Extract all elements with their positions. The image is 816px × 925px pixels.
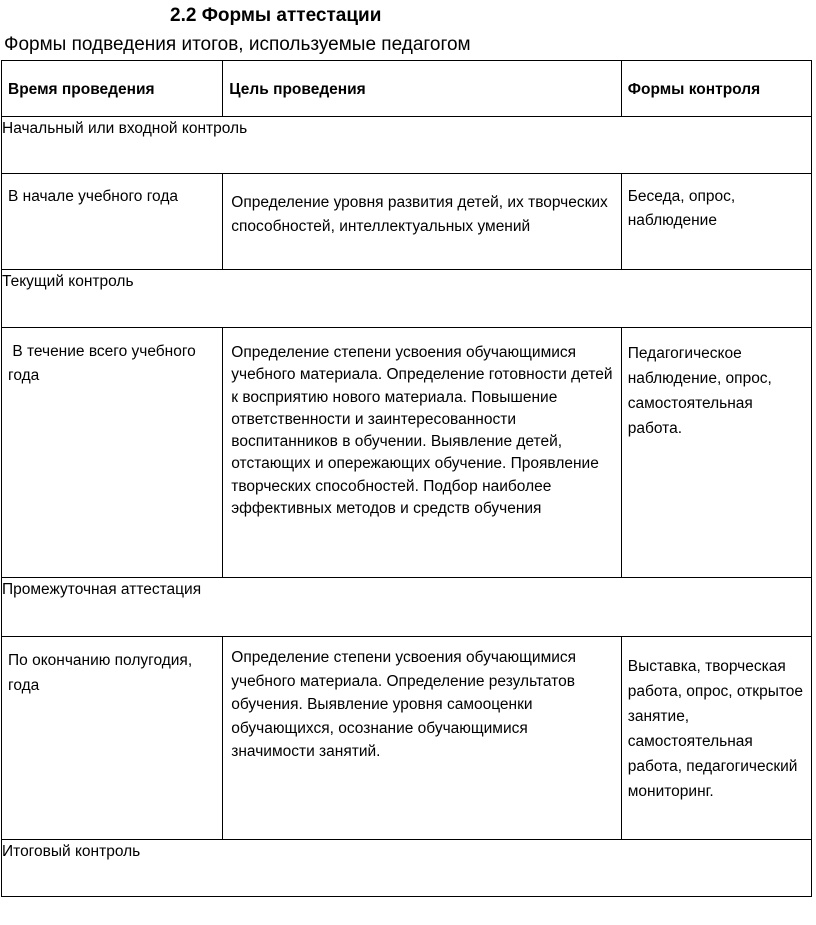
section-title-current: Текущий контроль: [2, 270, 812, 328]
cell-goal-intermediate: [223, 637, 621, 840]
section-row-initial: [2, 117, 812, 174]
section-row-intermediate: [2, 578, 812, 637]
section-title-final: Итоговый контроль: [2, 840, 812, 897]
cell-time-current: [2, 328, 223, 578]
page-subtitle: Формы подведения итогов, используемые педагогом: [4, 34, 471, 55]
cell-forms-initial-text: Беседа, опрос, наблюдение: [627, 188, 736, 229]
header-goal: Цель проведения: [223, 61, 621, 117]
section-row-current: [2, 270, 812, 328]
cell-goal-current: [223, 328, 621, 578]
table-row-intermediate: [2, 637, 812, 840]
cell-time-initial: [2, 174, 223, 270]
cell-goal-intermediate-text: Определение степени усвоения обучающимися учебного материала. Определение результатов обучения. Выявление уровня самооценки обучающихся, осознание обучающимися значимости занятий.: [231, 649, 577, 761]
cell-time-current-text: В течение всего учебного года: [8, 343, 201, 384]
cell-goal-initial-text: Определение уровня развития детей, их творческих способностей, интеллектуальных умений: [231, 194, 608, 235]
header-forms: Формы контроля: [621, 61, 811, 117]
cell-forms-current-text: Педагогическое наблюдение, опрос, самостоятельная работа.: [627, 345, 772, 437]
cell-goal-initial: [223, 174, 621, 270]
cell-forms-current: [621, 328, 811, 578]
section-row-final: [2, 840, 812, 897]
attestation-table: [1, 60, 812, 897]
cell-forms-intermediate: [621, 637, 811, 840]
header-time: Время проведения: [2, 61, 223, 117]
cell-time-initial-text: В начале учебного года: [8, 188, 178, 205]
cell-goal-current-text: Определение степени усвоения обучающимися учебного материала. Определение готовности детей к восприятию нового материала. Повышение ответственности и заинтересованности воспитанников в обучении. Выявление детей, отстающих и опережающих обучение. Проявление творческих способностей. Подбор наиболее эффективных методов и средств обучения: [231, 344, 613, 518]
section-title-initial: Начальный или входной контроль: [2, 117, 812, 174]
cell-forms-initial: [621, 174, 811, 270]
section-title-intermediate: Промежуточная аттестация: [2, 578, 812, 637]
table-row-initial: [2, 174, 812, 270]
cell-forms-intermediate-text: Выставка, творческая работа, опрос, открытое занятие, самостоятельная работа, педагогический мониторинг.: [627, 658, 804, 800]
table-row-current: [2, 328, 812, 578]
table-header-row: [2, 61, 812, 117]
cell-time-intermediate-text: По окончанию полугодия, года: [8, 652, 193, 694]
cell-time-intermediate: [2, 637, 223, 840]
page-title: 2.2 Формы аттестации: [170, 5, 382, 26]
